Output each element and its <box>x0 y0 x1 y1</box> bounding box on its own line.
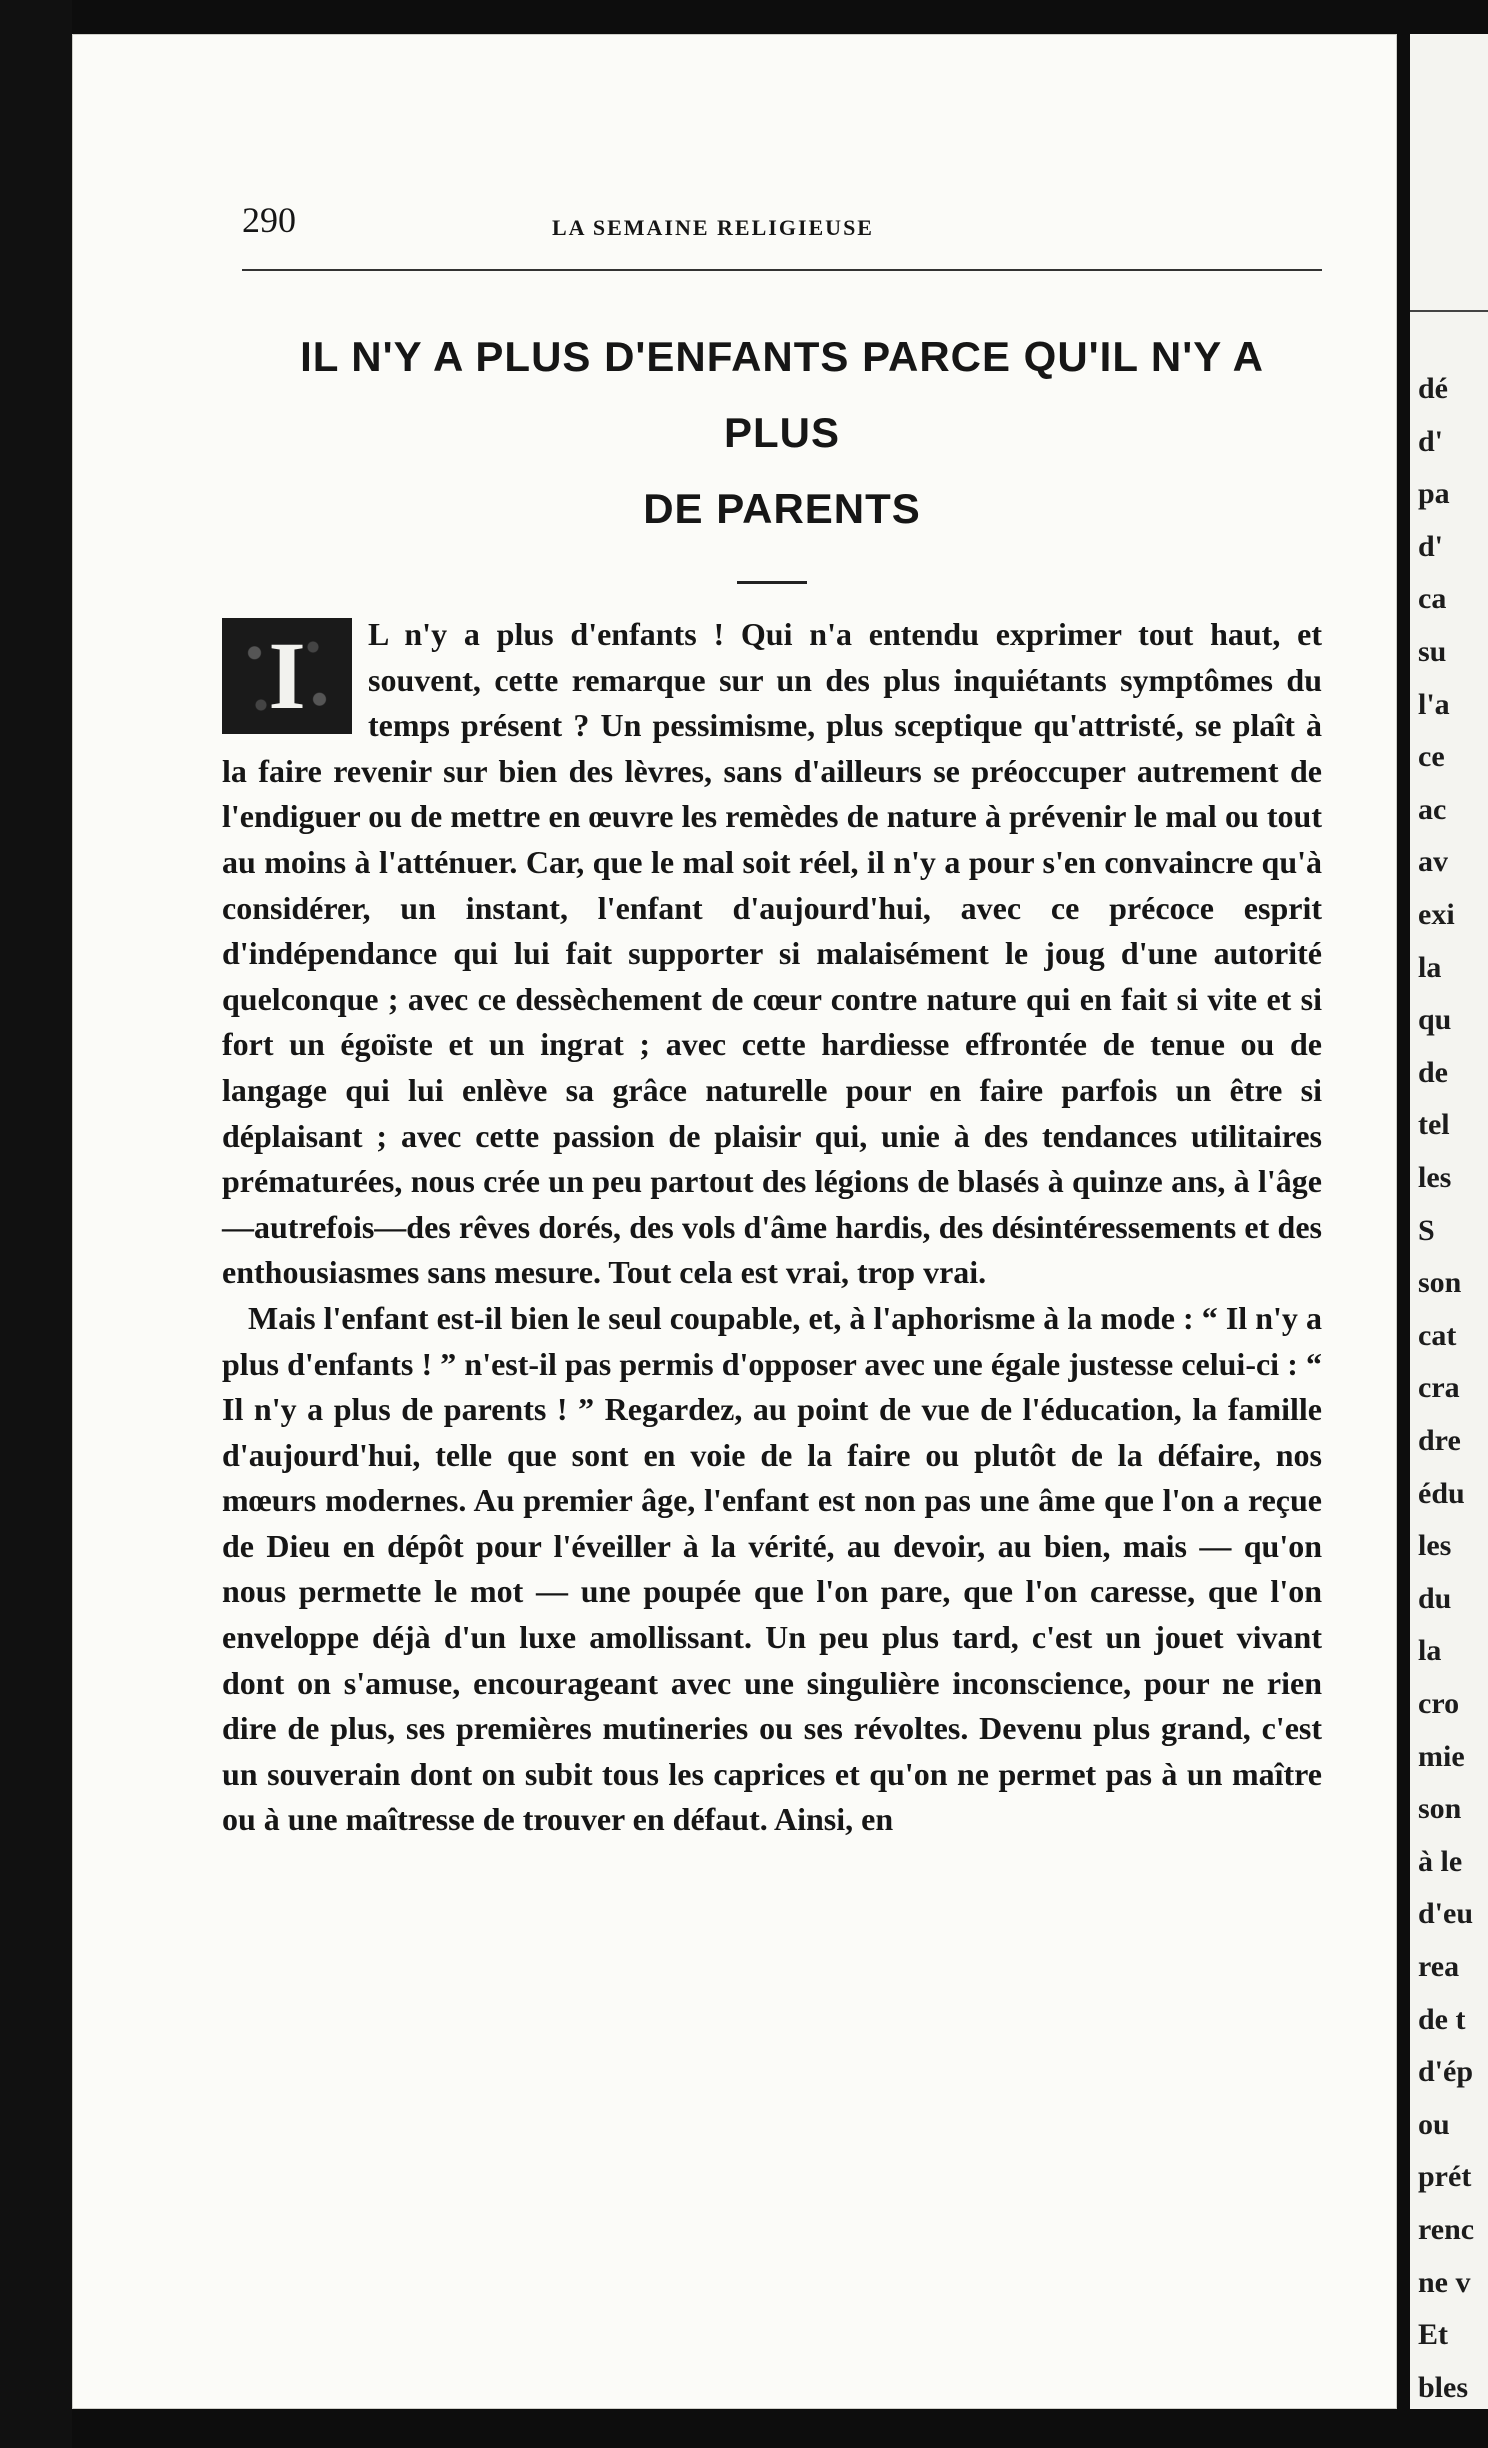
facing-page-line: la <box>1418 950 1442 984</box>
facing-page-line: à le <box>1418 1844 1463 1878</box>
facing-page-edge <box>1410 34 1488 2409</box>
facing-page-line: de <box>1418 1055 1448 1089</box>
facing-page-line: ca <box>1418 582 1447 616</box>
facing-page-line: son <box>1418 1792 1462 1826</box>
facing-page-line: cro <box>1418 1687 1460 1720</box>
facing-page-line: d' <box>1418 529 1444 563</box>
facing-page-line: la <box>1418 1634 1442 1668</box>
facing-page-line: renc <box>1418 2213 1475 2246</box>
facing-page-line: bles <box>1418 2370 1469 2404</box>
facing-page-line: mie <box>1418 1739 1465 1773</box>
facing-page-line: l'a <box>1418 687 1450 721</box>
facing-page-line: cra <box>1418 1371 1460 1405</box>
header-rule <box>242 269 1322 271</box>
facing-page-line: les <box>1418 1161 1452 1194</box>
facing-page-line: ac <box>1418 792 1447 826</box>
scan-border-left <box>0 0 72 2448</box>
paragraph-1 <box>222 612 1322 1296</box>
article-body <box>222 612 1322 1843</box>
facing-page-rule <box>1410 310 1488 312</box>
article-title-line-2: DE PARENTS <box>643 485 921 532</box>
paragraph-1-text: L n'y a plus d'enfants ! Qui n'a entendu exprimer tout haut, et souvent, cette remarque sur un des plus inquiétants symptômes du temps présent ? Un pessimisme, plus sceptique qu'attristé, se plaît à la faire revenir sur bien des lèvres, sans d'ailleurs se préoccuper autrement de l'endiguer ou de mettre en œuvre les remèdes de nature à prévenir le mal ou tout au moins à l'atténuer. Car, que le mal soit réel, il n'y a pour s'en convaincre qu'à considérer, un instant, l'enfant d'aujourd'hui, avec ce précoce esprit d'indépendance qui lui fait supporter si malaisément le joug d'une autorité quelconque ; avec ce dessèchement de cœur contre nature qui en fait si vite et si fort un égoïste et un ingrat ; avec cette hardiesse effrontée de tenue ou de langage qui lui enlève sa grâce naturelle pour en faire parfois un être si déplaisant ; avec cette passion de plaisir qui, unie à des tendances utilitaires prématurées, nous crée un peu partout des légions de blasés à quinze ans, à l'âge—autrefois—des rêves dorés, des vols d'âme hardis, des désintéressements et des enthousiasmes sans mesure. Tout cela est vrai, trop vrai. <box>222 616 1322 1291</box>
facing-page-line: tel <box>1418 1108 1450 1142</box>
facing-page-line: ne v <box>1418 2265 1471 2299</box>
facing-page-line: ou <box>1418 2107 1450 2141</box>
facing-page-line: cat <box>1418 1318 1457 1352</box>
book-page <box>72 34 1397 2409</box>
facing-page-line: prét <box>1418 2160 1472 2194</box>
facing-page-line: les <box>1418 1529 1452 1563</box>
ornamental-dropcap <box>222 618 352 734</box>
facing-page-line: du <box>1418 1581 1452 1615</box>
facing-page-line: S <box>1418 1213 1435 1247</box>
running-header <box>222 199 1322 251</box>
page-number: 290 <box>242 200 296 240</box>
title-divider <box>737 581 807 584</box>
paragraph-2: Mais l'enfant est-il bien le seul coupable, et, à l'aphorisme à la mode : “ Il n'y a plus d'enfants ! ” n'est-il pas permis d'opposer avec une égale justesse celui-ci : “ Il n'y a plus de parents ! ” Regardez, au point de vue de l'éducation, la famille d'aujourd'hui, telle que sont en voie de la faire ou plutôt de la défaire, nos mœurs modernes. Au premier âge, l'enfant est non pas une âme que l'on a reçue de Dieu en dépôt pour l'éveiller à la vérité, au devoir, au bien, mais — qu'on nous permette le mot — une poupée que l'on pare, que l'on caresse, que l'on enveloppe déjà d'un luxe amollissant. Un peu plus tard, c'est un jouet vivant dont on s'amuse, encourageant avec une singulière inconscience, pour ne rien dire de plus, ses premières mutineries ou ses révoltes. Devenu plus grand, c'est un souverain dont on subit tous les caprices et qu'on ne permet pas à un maître ou à une maîtresse de trouver en défaut. Ainsi, en <box>222 1299 1322 1838</box>
facing-page-line: exi <box>1418 898 1455 931</box>
journal-title: LA SEMAINE RELIGIEUSE <box>552 215 874 240</box>
dropcap-letter: I <box>268 622 306 729</box>
facing-page-line: dre <box>1418 1424 1461 1457</box>
facing-page-line: ce <box>1418 740 1445 774</box>
page-content <box>222 199 1322 1843</box>
facing-page-line: pa <box>1418 477 1450 511</box>
article-title <box>242 319 1322 547</box>
facing-page-line: Et <box>1418 2318 1448 2352</box>
facing-page-line: su <box>1418 635 1447 668</box>
facing-page-line: av <box>1418 845 1448 879</box>
facing-page-line: d'ép <box>1418 2055 1474 2089</box>
facing-page-line: rea <box>1418 1950 1460 1983</box>
facing-page-line: d'eu <box>1418 1897 1474 1931</box>
facing-page-line: de t <box>1418 2002 1466 2036</box>
article-title-line-1: IL N'Y A PLUS D'ENFANTS PARCE QU'IL N'Y A PLUS <box>300 333 1264 456</box>
facing-page-line: d' <box>1418 424 1444 458</box>
facing-page-line: dé <box>1418 372 1448 405</box>
facing-page-line: qu <box>1418 1003 1452 1037</box>
facing-page-line: son <box>1418 1266 1462 1300</box>
facing-page-line: édu <box>1418 1476 1465 1510</box>
